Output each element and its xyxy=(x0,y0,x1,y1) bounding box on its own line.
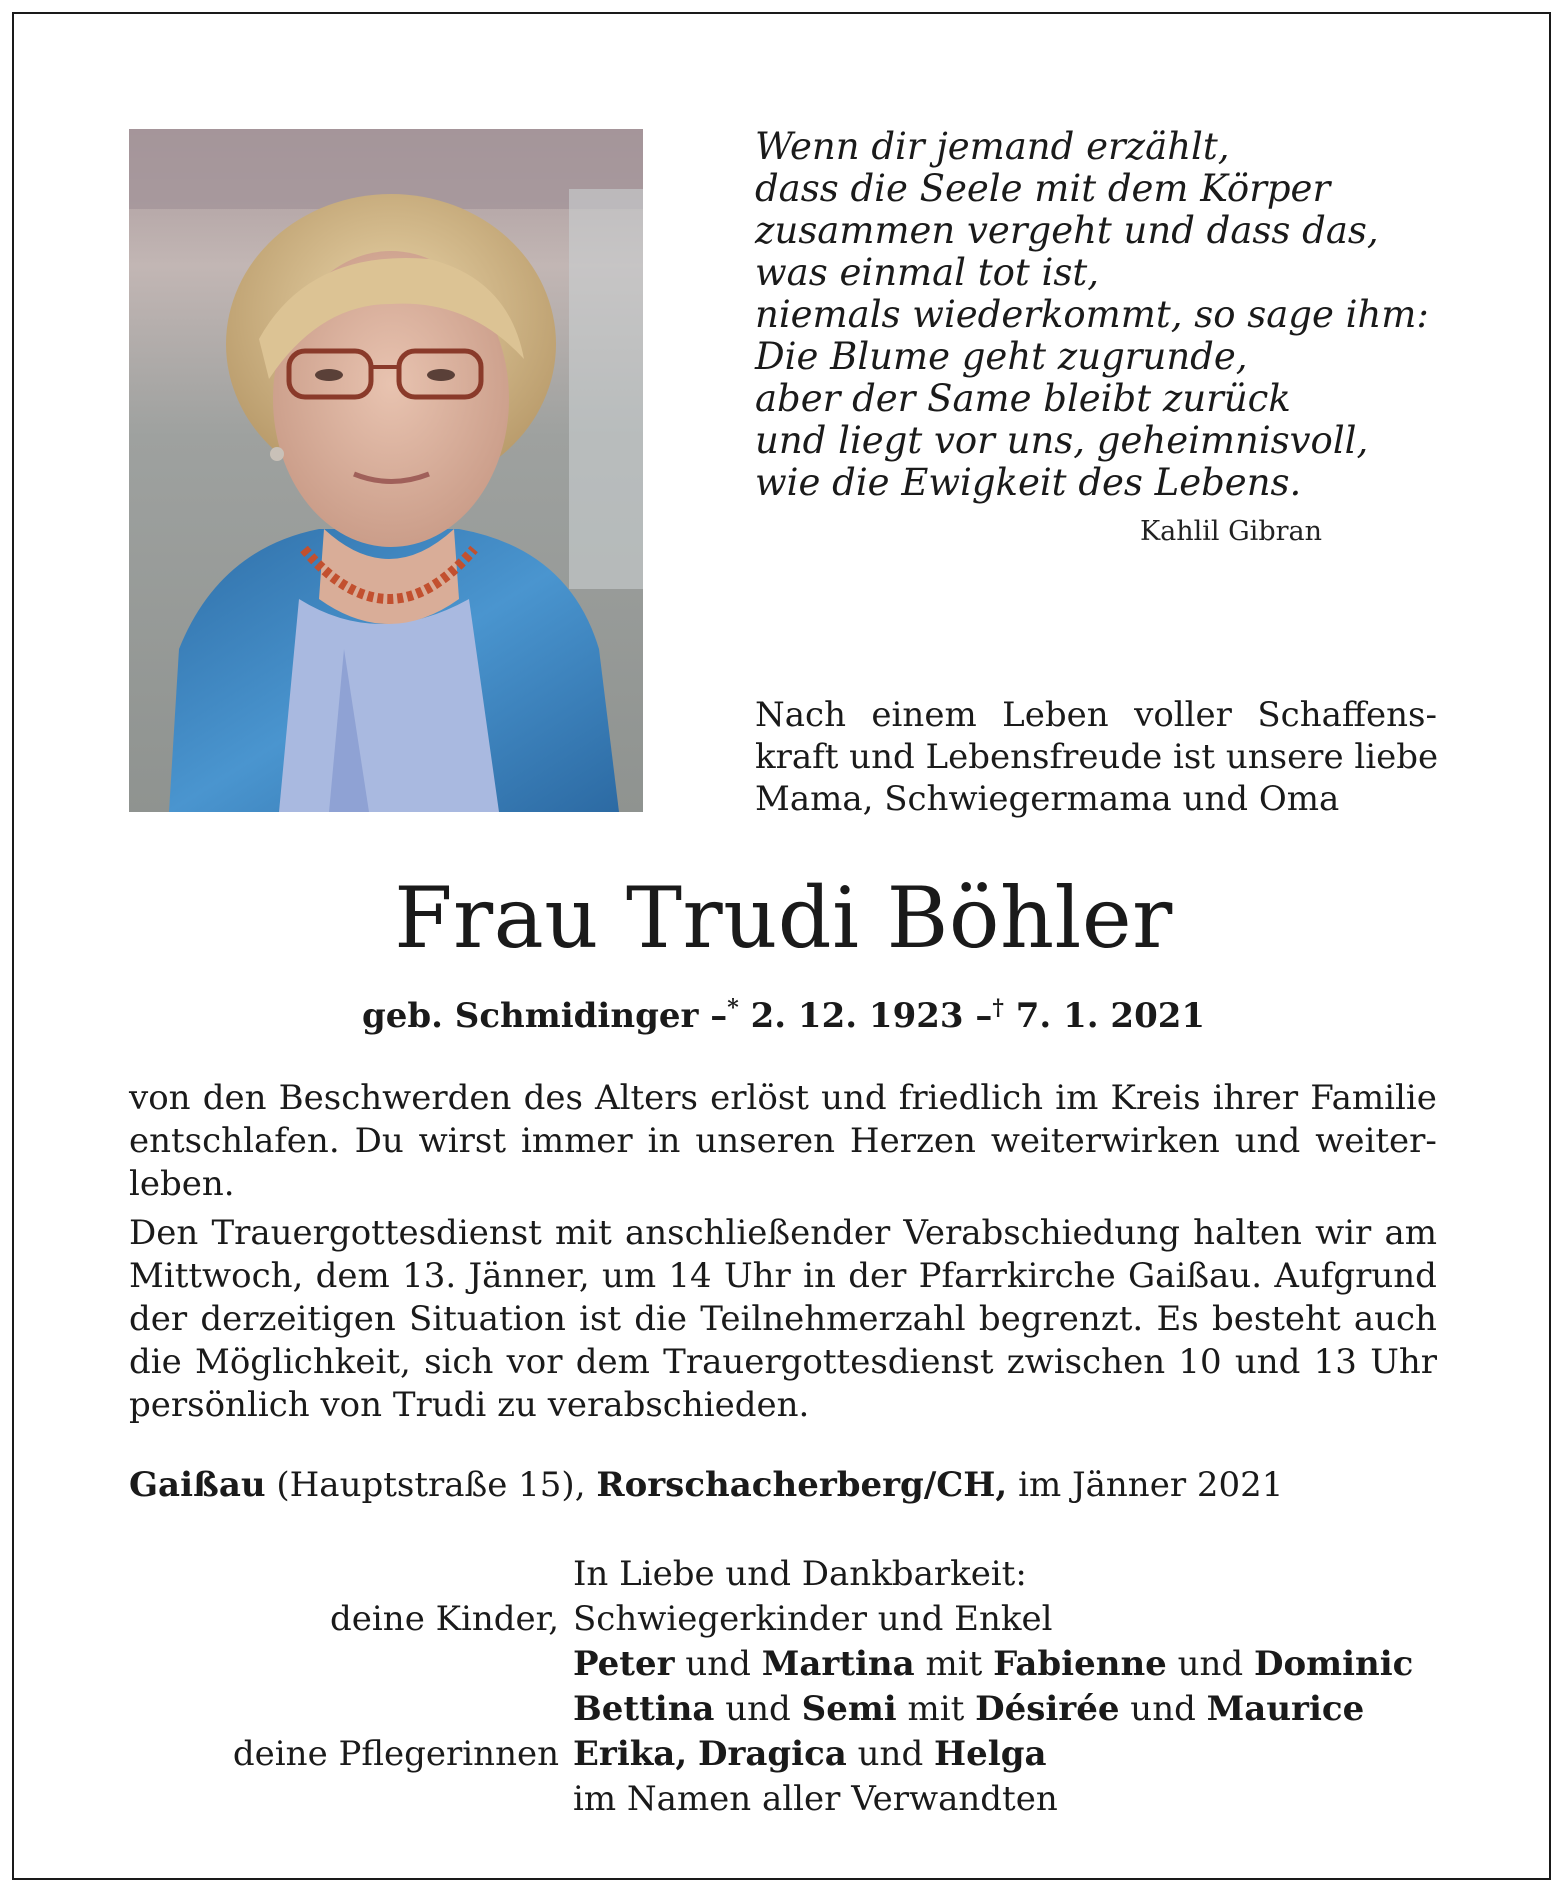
word: 14 xyxy=(668,1256,712,1296)
poem-line: dass die Seele mit dem Körper xyxy=(755,167,1331,210)
poem-line: was einmal tot ist, xyxy=(755,251,1100,294)
word: friedlich xyxy=(898,1078,1044,1118)
word: 13 xyxy=(1313,1342,1357,1382)
word: Uhr xyxy=(1370,1342,1437,1382)
paragraph-line xyxy=(129,1298,1437,1341)
children-text: Schwiegerkinder und Enkel xyxy=(573,1599,1053,1639)
carers-label: deine Pflegerinnen xyxy=(232,1734,559,1774)
death-date: 7. 1. 2021 xyxy=(1015,996,1206,1036)
paragraph-line xyxy=(129,1120,1437,1163)
paragraph-line: persönlich von Trudi zu verabschieden. xyxy=(129,1385,810,1425)
family-line-2: Bettina und Semi mit Désirée und Maurice xyxy=(573,1689,1365,1729)
word: auch xyxy=(1353,1299,1437,1339)
word: am xyxy=(1384,1213,1437,1253)
word: Beschwerden xyxy=(278,1078,512,1118)
word: von xyxy=(129,1078,191,1118)
word: mit xyxy=(555,1213,612,1253)
word: der xyxy=(848,1256,907,1296)
word: Den xyxy=(129,1213,199,1253)
word: immer xyxy=(520,1121,633,1161)
deceased-dates xyxy=(0,995,1567,1036)
word: weiterwirken xyxy=(990,1121,1220,1161)
signature-names xyxy=(573,1552,1413,1822)
word: ihrer xyxy=(1212,1078,1299,1118)
body-paragraph-1 xyxy=(129,1077,1437,1206)
label-spacer xyxy=(129,1687,559,1732)
birth-symbol: * xyxy=(727,995,739,1021)
word: derzeitigen xyxy=(200,1299,396,1339)
word: Teilnehmerzahl xyxy=(700,1299,966,1339)
word: Jänner, xyxy=(468,1256,590,1296)
paragraph-line xyxy=(129,1255,1437,1298)
word: der xyxy=(129,1299,188,1339)
word: unseren xyxy=(695,1121,835,1161)
word: 13. xyxy=(402,1256,457,1296)
town-2: Rorschacherberg/CH, xyxy=(596,1465,1008,1505)
word: die xyxy=(634,1299,688,1339)
word: Möglichkeit, xyxy=(195,1342,411,1382)
word: Situation xyxy=(408,1299,566,1339)
word: ist xyxy=(579,1299,622,1339)
intro-text xyxy=(755,694,1437,820)
word: dem xyxy=(575,1342,650,1382)
word: und xyxy=(821,1078,887,1118)
portrait-photo xyxy=(129,129,643,812)
address: (Hauptstraße 15), xyxy=(265,1465,597,1505)
children-label: deine Kinder, xyxy=(330,1599,559,1639)
word: entschlafen. xyxy=(129,1121,340,1161)
word: und xyxy=(1234,1121,1301,1161)
word: Verabschiedung xyxy=(903,1213,1180,1253)
dash: – xyxy=(975,996,993,1036)
word: weiter- xyxy=(1315,1121,1437,1161)
birth-date: 2. 12. 1923 xyxy=(750,996,964,1036)
word: die xyxy=(129,1342,182,1382)
poem-line: zusammen vergeht und dass das, xyxy=(755,209,1379,252)
intro-line: Mama, Schwiegermama und Oma xyxy=(755,779,1340,819)
poem-line: Wenn dir jemand erzählt, xyxy=(755,125,1230,168)
intro-line: Nach einem Leben voller Schaffens- xyxy=(755,695,1437,735)
greeting: In Liebe und Dankbarkeit: xyxy=(573,1554,1027,1594)
dash: – xyxy=(710,996,728,1036)
word: Gaißau. xyxy=(1128,1256,1263,1296)
word: und xyxy=(1234,1342,1301,1382)
poem-line: wie die Ewigkeit des Lebens. xyxy=(755,461,1302,504)
word: in xyxy=(803,1256,836,1296)
word: besteht xyxy=(1211,1299,1341,1339)
place-and-date xyxy=(129,1465,1283,1505)
word: Aufgrund xyxy=(1274,1256,1437,1296)
paragraph-line xyxy=(129,1341,1437,1384)
maiden-name: geb. Schmidinger xyxy=(361,996,699,1036)
body-paragraph-2 xyxy=(129,1212,1437,1427)
word: begrenzt. xyxy=(978,1299,1144,1339)
word: den xyxy=(202,1078,267,1118)
word: in xyxy=(647,1121,681,1161)
word: wir xyxy=(1315,1213,1372,1253)
death-symbol: † xyxy=(992,995,1004,1021)
poem-line: und liegt vor uns, geheimnisvoll, xyxy=(755,419,1369,462)
word: Herzen xyxy=(849,1121,976,1161)
word: wirst xyxy=(418,1121,507,1161)
word: des xyxy=(523,1078,583,1118)
paragraph-line xyxy=(129,1077,1437,1120)
word: Uhr xyxy=(724,1256,791,1296)
date: im Jänner 2021 xyxy=(1007,1465,1284,1505)
word: sich xyxy=(424,1342,494,1382)
paragraph-line xyxy=(129,1212,1437,1255)
word: halten xyxy=(1193,1213,1302,1253)
label-spacer xyxy=(129,1552,559,1597)
word: Kreis xyxy=(1110,1078,1201,1118)
signature-labels xyxy=(129,1552,559,1777)
poem-author: Kahlil Gibran xyxy=(1139,516,1322,547)
family-line-1: Peter und Martina mit Fabienne und Dominic xyxy=(573,1644,1414,1684)
word: um xyxy=(601,1256,657,1296)
word: dem xyxy=(315,1256,390,1296)
carers-line: Erika, Dragica und Helga xyxy=(573,1734,1047,1774)
word: Trauergottesdienst xyxy=(663,1342,994,1382)
deceased-name: Frau Trudi Böhler xyxy=(394,869,1173,967)
word: anschließender xyxy=(624,1213,891,1253)
word: Familie xyxy=(1310,1078,1437,1118)
town-1: Gaißau xyxy=(129,1465,266,1505)
word: Pfarrkirche xyxy=(918,1256,1116,1296)
poem-line: niemals wiederkommt, so sage ihm: xyxy=(755,293,1429,336)
word: Du xyxy=(354,1121,404,1161)
poem-line: aber der Same bleibt zurück xyxy=(755,377,1291,420)
word: 10 xyxy=(1178,1342,1222,1382)
word: Mittwoch, xyxy=(129,1256,304,1296)
intro-line: kraft und Lebensfreude ist unsere liebe xyxy=(755,737,1439,777)
paragraph-line: leben. xyxy=(129,1164,235,1204)
word: vor xyxy=(506,1342,563,1382)
poem xyxy=(755,125,1429,504)
word: zwischen xyxy=(1006,1342,1166,1382)
word: erlöst xyxy=(710,1078,809,1118)
relatives-line: im Namen aller Verwandten xyxy=(573,1779,1058,1819)
poem-line: Die Blume geht zugrunde, xyxy=(755,335,1248,378)
word: Trauergottesdienst xyxy=(211,1213,542,1253)
label-spacer xyxy=(129,1642,559,1687)
word: im xyxy=(1055,1078,1099,1118)
word: Es xyxy=(1156,1299,1199,1339)
word: Alters xyxy=(595,1078,698,1118)
